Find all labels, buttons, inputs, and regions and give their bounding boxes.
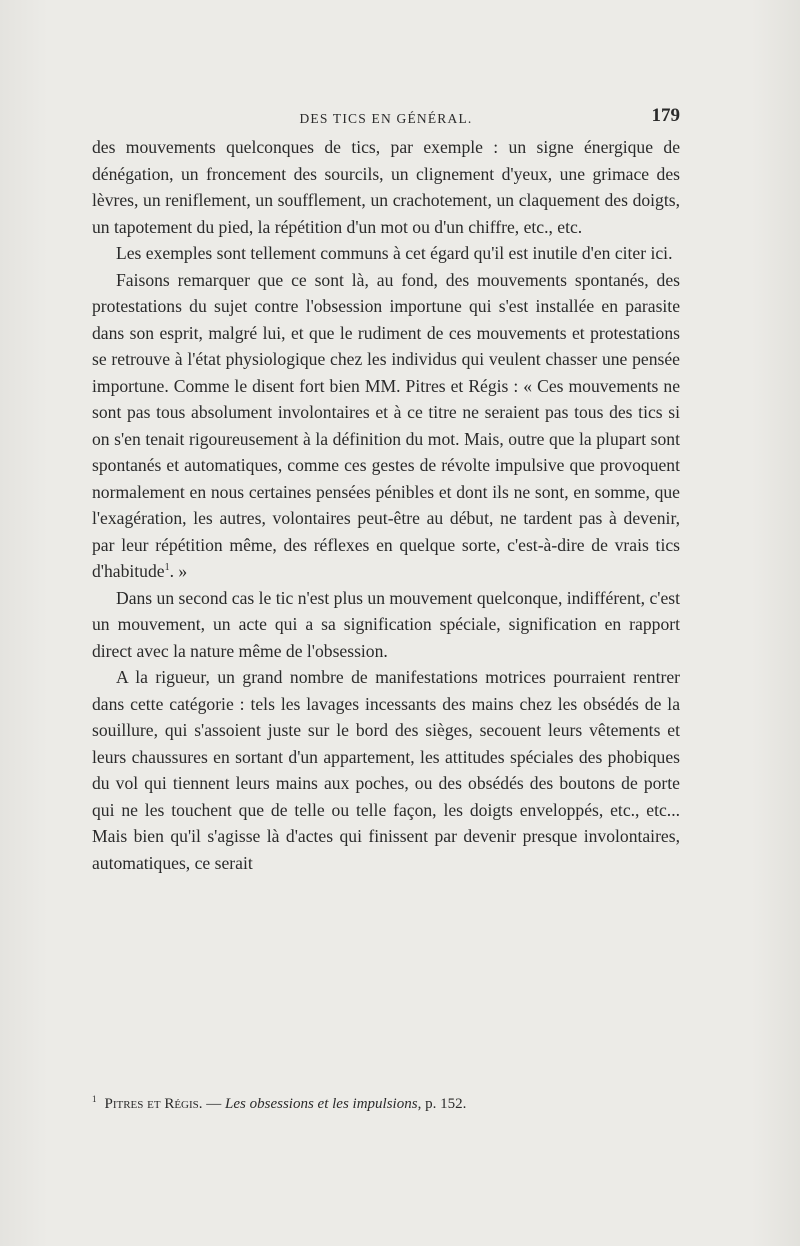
running-head [92, 105, 680, 131]
page-number: 179 [651, 105, 680, 126]
footnote-reference[interactable]: 1 [164, 562, 170, 574]
paragraph-3-tail: . » [169, 561, 188, 581]
footnote [92, 1094, 680, 1113]
paragraph-2: Les exemples sont tellement communs à cet égard qu'il est inutile d'en citer ici. [116, 243, 673, 263]
running-title: DES TICS EN GÉNÉRAL. [299, 111, 473, 126]
paragraph-1: des mouvements quelconques de tics, par exemple : un signe énergique de dénégation, un froncement des sourcils, un clignement d'yeux, une grimace des lèvres, un reniflement, un soufflement, un crachotement, un claquement des doigts, un tapotement du pied, la répétition d'un mot ou d'un chiffre, etc., etc. [92, 137, 680, 237]
body-text [92, 134, 680, 876]
paragraph-4: Dans un second cas le tic n'est plus un mouvement quelconque, indifférent, c'est un mouvement, un acte qui a sa signification spéciale, signification en rapport direct avec la nature même de l'obsession. [92, 587, 680, 661]
paragraph-3 [92, 267, 680, 585]
footnote-pages: , p. 152. [417, 1096, 467, 1112]
paragraph-5: A la rigueur, un grand nombre de manifestations motrices pourraient rentrer dans cette catégorie : tels les lavages incessants des mains chez les obsédés de la souillure, qui s'assoient juste sur le bord des sièges, secouent leurs vêtements et leurs chaussures en sortant d'un appartement, les attitudes spéciales des phobiques du vol qui tiennent leurs mains aux poches, ou des obsédés des boutons de porte qui ne les touchent que de telle ou telle façon, les doigts enveloppés, etc., etc... Mais bien qu'il s'agisse là d'actes qui finissent par devenir presque involontaires, automatiques, ce serait [92, 667, 680, 873]
footnote-authors: Pitres et Régis [104, 1096, 199, 1112]
footnote-title: Les obsessions et les impulsions [225, 1096, 418, 1112]
footnote-separator: . — [198, 1096, 226, 1112]
paragraph-3-text: Faisons remarquer que ce sont là, au fond, des mouvements spontanés, des protestations du sujet contre l'obsession importune qui s'est installée en parasite dans son esprit, malgré lui, et que le rudiment de ces mouvements et protestations se retrouve à l'état physiologique chez les individus qui veulent chasser une pensée importune. Comme le disent fort bien MM. Pitres et Régis : « Ces mouvements ne sont pas tous absolument involontaires et à ce titre ne seraient pas tous des tics si on s'en tenait rigoureusement à la définition du mot. Mais, outre que la plupart sont spontanés et automatiques, comme ces gestes de révolte impulsive que provoquent normalement en nous certaines pensées pénibles et dont ils ne sont, en somme, que l'exagération, les autres, volontaires peut-être au début, ne tardent pas à devenir, par leur répétition même, des réflexes en quelque sorte, c'est-à-dire de vrais tics d'habitude [92, 269, 680, 581]
footnote-marker: 1 [92, 1094, 97, 1104]
